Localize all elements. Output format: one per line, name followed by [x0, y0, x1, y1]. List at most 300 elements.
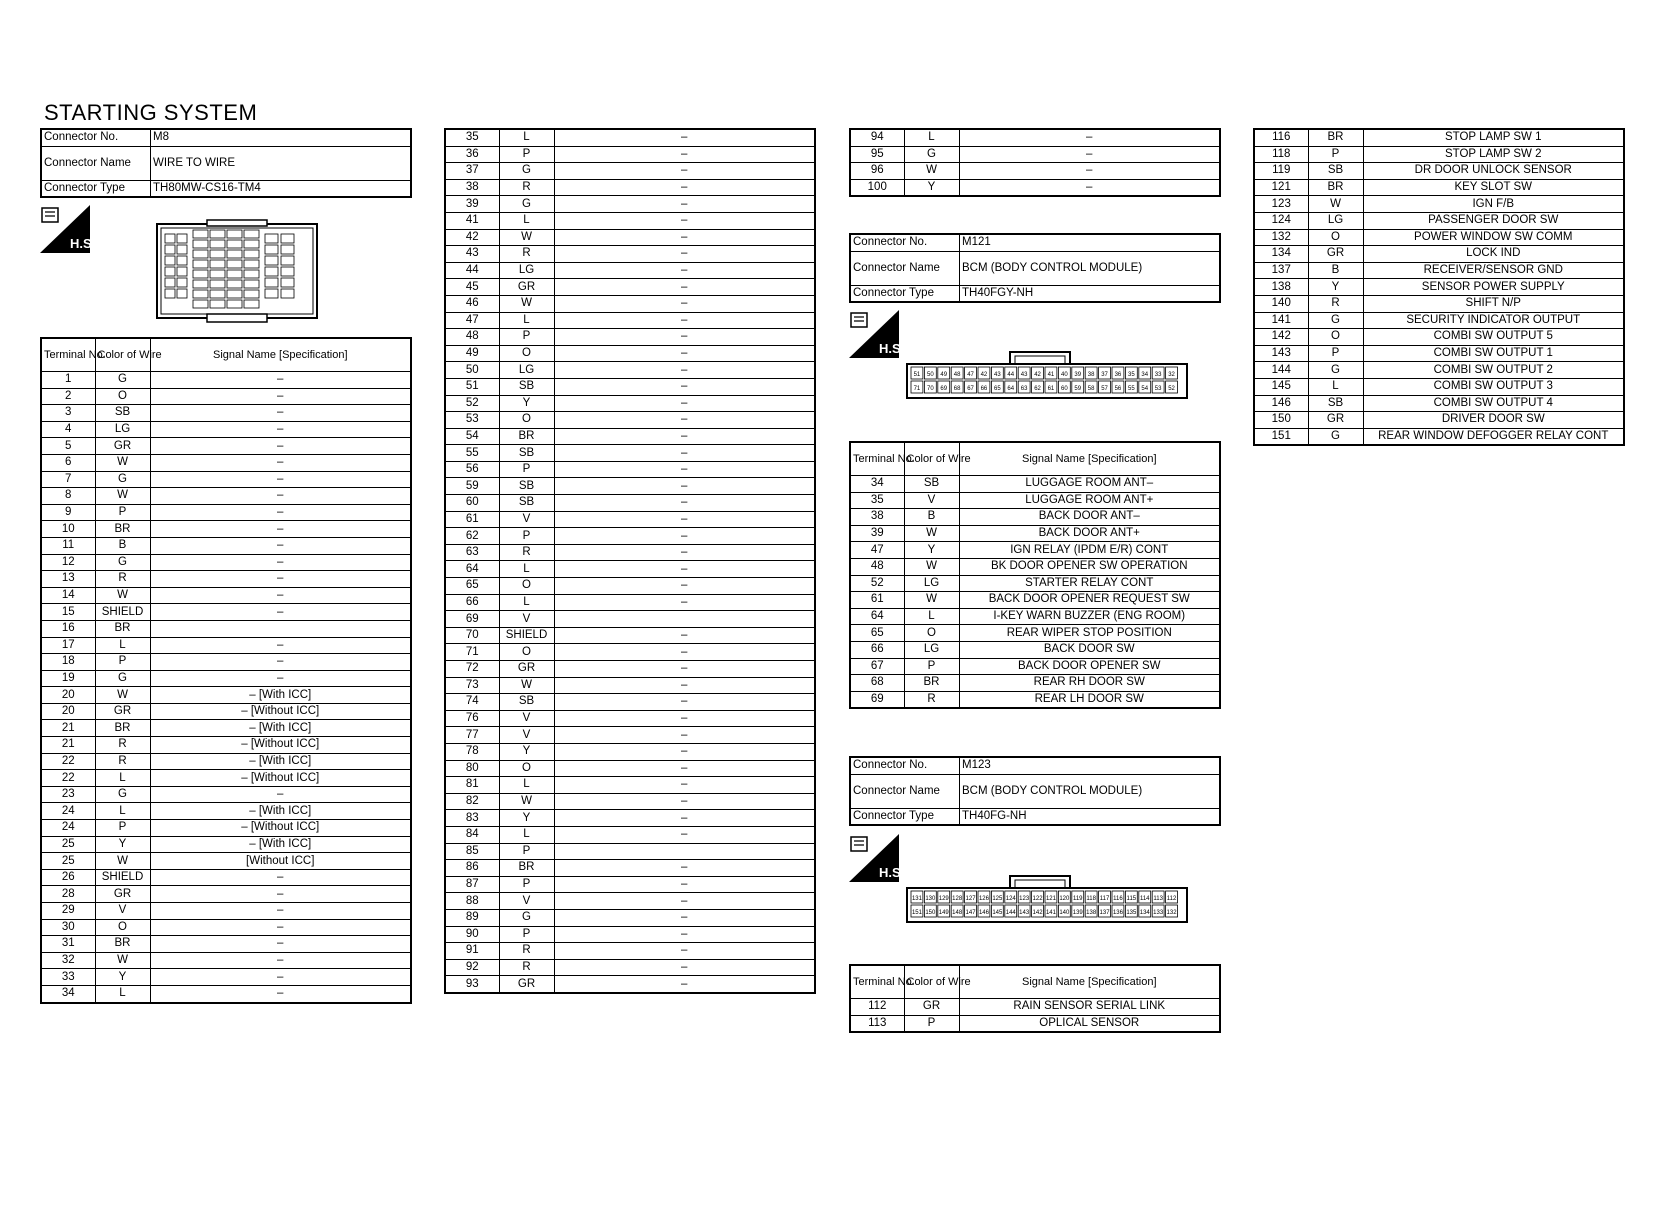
signal-cell: – [554, 212, 815, 229]
terminal-cell: 94 [850, 129, 904, 146]
color-cell: BR [95, 720, 150, 737]
signal-cell: – [With ICC] [150, 836, 411, 853]
color-cell: L [95, 985, 150, 1002]
m8-cont-section [444, 128, 816, 994]
signal-cell: REAR WIPER STOP POSITION [959, 625, 1220, 642]
table-row [1254, 312, 1624, 329]
color-cell: L [499, 777, 554, 794]
info-value: M121 [960, 234, 1221, 251]
table-row [41, 753, 411, 770]
color-cell: W [904, 163, 959, 180]
signal-cell: – [959, 146, 1220, 163]
table-row [445, 727, 815, 744]
page-title: STARTING SYSTEM [44, 100, 258, 125]
signal-cell: – [554, 312, 815, 329]
table-row [850, 476, 1220, 493]
color-cell: W [499, 677, 554, 694]
table-row [445, 694, 815, 711]
pin-label: 53 [1154, 386, 1162, 392]
signal-cell: – [554, 743, 815, 760]
pin-label: 42 [1034, 372, 1041, 378]
table-row [41, 654, 411, 671]
signal-cell: – [150, 886, 411, 903]
table-row [445, 661, 815, 678]
color-cell: O [1308, 329, 1363, 346]
table-row [445, 262, 815, 279]
signal-cell: [Without ICC] [150, 853, 411, 870]
terminal-cell: 22 [41, 753, 95, 770]
terminal-cell: 71 [445, 644, 499, 661]
table-row [445, 793, 815, 810]
signal-cell: – [150, 571, 411, 588]
table-row [850, 542, 1220, 559]
terminal-cell: 25 [41, 853, 95, 870]
pin-label: 41 [1047, 372, 1055, 378]
m123-terminal-table-wrap [849, 964, 1221, 1033]
signal-cell: – [554, 146, 815, 163]
terminal-cell: 84 [445, 826, 499, 843]
table-row [445, 362, 815, 379]
signal-cell: – [554, 179, 815, 196]
color-cell: GR [499, 661, 554, 678]
pin-label: 117 [1099, 896, 1110, 902]
terminal-cell: 121 [1254, 179, 1308, 196]
table-row [850, 625, 1220, 642]
info-key: Connector Name [850, 251, 960, 285]
pin-label: 149 [938, 910, 949, 916]
signal-cell: – [554, 495, 815, 512]
table-row [850, 691, 1220, 708]
table-row [445, 876, 815, 893]
terminal-cell: 34 [850, 476, 904, 493]
signal-cell: – [150, 421, 411, 438]
color-cell: Y [95, 969, 150, 986]
table-row [445, 777, 815, 794]
table-row [445, 129, 815, 146]
color-cell: LG [95, 421, 150, 438]
table-row [41, 969, 411, 986]
color-cell: BR [95, 521, 150, 538]
color-cell: Y [904, 542, 959, 559]
color-cell: G [1308, 362, 1363, 379]
color-cell: P [95, 654, 150, 671]
color-cell: L [499, 312, 554, 329]
signal-cell: – [150, 786, 411, 803]
pin-label: 127 [965, 896, 976, 902]
table-row [1254, 163, 1624, 180]
color-cell: P [499, 843, 554, 860]
terminal-cell: 83 [445, 810, 499, 827]
table-row [41, 488, 411, 505]
color-cell: L [499, 594, 554, 611]
pin-label: 40 [1061, 372, 1068, 378]
color-cell: O [95, 919, 150, 936]
m121-connector-diagram [905, 350, 1190, 400]
color-cell: P [1308, 345, 1363, 362]
color-cell: P [904, 658, 959, 675]
color-cell: W [499, 295, 554, 312]
color-cell: G [95, 554, 150, 571]
terminal-cell: 11 [41, 537, 95, 554]
terminal-cell: 123 [1254, 196, 1308, 213]
signal-cell: – [554, 544, 815, 561]
terminal-cell: 9 [41, 504, 95, 521]
color-cell: Y [499, 395, 554, 412]
signal-cell: BACK DOOR SW [959, 641, 1220, 658]
terminal-cell: 66 [850, 641, 904, 658]
terminal-cell: 61 [850, 592, 904, 609]
table-row [41, 903, 411, 920]
terminal-cell: 30 [41, 919, 95, 936]
signal-cell: – [554, 727, 815, 744]
info-key: Connector Type [41, 180, 151, 197]
table-row [41, 471, 411, 488]
pin-label: 58 [1087, 386, 1095, 392]
info-row [850, 251, 1220, 285]
terminal-cell: 43 [445, 246, 499, 263]
pin-label: 141 [1045, 910, 1056, 916]
info-value: WIRE TO WIRE [151, 146, 412, 180]
table-row [445, 627, 815, 644]
table-row [1254, 279, 1624, 296]
pin-label: 137 [1099, 910, 1110, 916]
pin-label: 51 [913, 372, 921, 378]
info-value: M123 [960, 757, 1221, 774]
table-row [445, 743, 815, 760]
table-row [41, 853, 411, 870]
pin-label: 124 [1005, 896, 1016, 902]
pin-label: 121 [1045, 896, 1056, 902]
table-row [445, 909, 815, 926]
signal-cell: BACK DOOR ANT– [959, 509, 1220, 526]
color-cell: V [904, 492, 959, 509]
pin-label: 63 [1020, 386, 1028, 392]
color-cell: BR [904, 675, 959, 692]
color-cell: G [499, 163, 554, 180]
pin-label: 148 [952, 910, 963, 916]
signal-cell: – [554, 395, 815, 412]
signal-cell: – [554, 129, 815, 146]
table-row [850, 575, 1220, 592]
table-row [445, 943, 815, 960]
info-value: BCM (BODY CONTROL MODULE) [960, 251, 1221, 285]
terminal-cell: 48 [445, 329, 499, 346]
terminal-cell: 46 [445, 295, 499, 312]
m121-terminal-table-wrap [849, 441, 1221, 709]
signal-cell: – [150, 637, 411, 654]
color-cell: V [499, 893, 554, 910]
terminal-cell: 73 [445, 677, 499, 694]
signal-cell: – [554, 893, 815, 910]
table-row [445, 478, 815, 495]
signal-cell: DR DOOR UNLOCK SENSOR [1363, 163, 1624, 180]
terminal-cell: 69 [445, 611, 499, 628]
color-cell: R [95, 753, 150, 770]
pin-label: 67 [967, 386, 974, 392]
terminal-cell: 50 [445, 362, 499, 379]
signal-cell: – [150, 952, 411, 969]
hs-icon [849, 310, 905, 358]
color-cell: O [499, 578, 554, 595]
signal-cell: – [554, 860, 815, 877]
color-cell: W [499, 229, 554, 246]
terminal-cell: 49 [445, 345, 499, 362]
signal-cell: – [554, 196, 815, 213]
color-cell: Y [1308, 279, 1363, 296]
table-row [1254, 412, 1624, 429]
terminal-cell: 53 [445, 412, 499, 429]
terminal-cell: 100 [850, 179, 904, 196]
table-row [850, 558, 1220, 575]
pin-label: 120 [1059, 896, 1070, 902]
hs-label: H.S. [879, 865, 905, 880]
signal-cell: BACK DOOR OPENER SW [959, 658, 1220, 675]
table-row [41, 554, 411, 571]
table-row [1254, 262, 1624, 279]
terminal-cell: 64 [850, 608, 904, 625]
m8-cont2-section [849, 128, 1221, 197]
signal-cell: – [554, 943, 815, 960]
signal-cell: – [150, 537, 411, 554]
terminal-cell: 87 [445, 876, 499, 893]
signal-cell: OPLICAL SENSOR [959, 1015, 1220, 1032]
color-cell: L [904, 608, 959, 625]
info-row [850, 808, 1220, 825]
signal-cell: POWER WINDOW SW COMM [1363, 229, 1624, 246]
signal-cell: – [554, 345, 815, 362]
info-row [850, 285, 1220, 302]
terminal-cell: 132 [1254, 229, 1308, 246]
table-row [445, 312, 815, 329]
signal-cell: IGN F/B [1363, 196, 1624, 213]
terminal-cell: 54 [445, 428, 499, 445]
pin-label: 39 [1074, 372, 1082, 378]
pin-label: 68 [953, 386, 961, 392]
terminal-cell: 4 [41, 421, 95, 438]
table-row [445, 528, 815, 545]
terminal-cell: 143 [1254, 345, 1308, 362]
signal-cell: – [554, 926, 815, 943]
signal-cell: – [554, 378, 815, 395]
terminal-cell: 65 [850, 625, 904, 642]
pin-label: 60 [1061, 386, 1068, 392]
terminal-cell: 17 [41, 637, 95, 654]
table-row [41, 786, 411, 803]
color-cell: O [499, 345, 554, 362]
color-cell: O [499, 412, 554, 429]
pin-label: 146 [978, 910, 989, 916]
terminal-cell: 52 [850, 575, 904, 592]
color-cell: BR [499, 860, 554, 877]
signal-cell: – [554, 246, 815, 263]
hs-label: H.S. [879, 341, 905, 356]
color-cell: SB [499, 378, 554, 395]
color-cell: LG [499, 362, 554, 379]
table-row [850, 179, 1220, 196]
color-cell: BR [499, 428, 554, 445]
terminal-cell: 35 [445, 129, 499, 146]
pin-label: 151 [911, 910, 922, 916]
color-cell: O [904, 625, 959, 642]
color-cell: R [95, 571, 150, 588]
table-row [850, 608, 1220, 625]
terminal-cell: 21 [41, 737, 95, 754]
signal-cell: – [150, 670, 411, 687]
terminal-cell: 60 [445, 495, 499, 512]
signal-cell: – [Without ICC] [150, 737, 411, 754]
signal-cell: – [150, 504, 411, 521]
m8-terminal-table [40, 337, 412, 1004]
terminal-cell: 51 [445, 378, 499, 395]
table-row [1254, 362, 1624, 379]
table-row [850, 509, 1220, 526]
table-row [41, 438, 411, 455]
table-row [445, 843, 815, 860]
table-row [850, 592, 1220, 609]
table-row [445, 461, 815, 478]
color-cell: B [95, 537, 150, 554]
color-cell: SB [904, 476, 959, 493]
pin-label: 128 [952, 896, 963, 902]
pin-label: 113 [1153, 896, 1163, 902]
info-row [41, 129, 411, 146]
terminal-cell: 12 [41, 554, 95, 571]
terminal-cell: 41 [445, 212, 499, 229]
signal-cell: RAIN SENSOR SERIAL LINK [959, 999, 1220, 1016]
terminal-cell: 80 [445, 760, 499, 777]
terminal-cell: 18 [41, 654, 95, 671]
color-cell: L [95, 803, 150, 820]
color-cell: SB [1308, 163, 1363, 180]
color-cell: P [95, 504, 150, 521]
header-terminal: Terminal No. [41, 338, 95, 372]
color-cell: W [95, 687, 150, 704]
table-row [1254, 179, 1624, 196]
pin-label: 43 [994, 372, 1001, 378]
table-row [41, 869, 411, 886]
color-cell: GR [499, 976, 554, 993]
pin-label: 59 [1074, 386, 1082, 392]
signal-cell: – [554, 262, 815, 279]
pin-label: 133 [1153, 910, 1164, 916]
info-key: Connector No. [850, 234, 960, 251]
color-cell: V [95, 903, 150, 920]
color-cell: G [95, 471, 150, 488]
terminal-cell: 47 [850, 542, 904, 559]
pin-label: 52 [1168, 386, 1175, 392]
table-row [41, 587, 411, 604]
terminal-cell: 144 [1254, 362, 1308, 379]
table-row [445, 893, 815, 910]
terminal-cell: 34 [41, 985, 95, 1002]
color-cell: GR [1308, 246, 1363, 263]
signal-cell: – [554, 478, 815, 495]
pin-label: 65 [994, 386, 1001, 392]
terminal-cell: 64 [445, 561, 499, 578]
color-cell: R [499, 943, 554, 960]
table-row [445, 445, 815, 462]
signal-cell: PASSENGER DOOR SW [1363, 212, 1624, 229]
color-cell: W [499, 793, 554, 810]
signal-cell: – [150, 554, 411, 571]
signal-cell: – [554, 909, 815, 926]
terminal-cell: 24 [41, 820, 95, 837]
table-row [445, 196, 815, 213]
table-row [445, 395, 815, 412]
table-row [445, 511, 815, 528]
table-row [41, 405, 411, 422]
terminal-cell: 36 [445, 146, 499, 163]
info-row [41, 180, 411, 197]
pin-label: 118 [1086, 896, 1096, 902]
table-row [41, 703, 411, 720]
pin-label: 37 [1101, 372, 1108, 378]
terminal-cell: 3 [41, 405, 95, 422]
color-cell: GR [499, 279, 554, 296]
signal-cell: – [150, 471, 411, 488]
terminal-cell: 68 [850, 675, 904, 692]
table-row [445, 246, 815, 263]
color-cell: P [499, 461, 554, 478]
pin-label: 129 [938, 896, 949, 902]
hs-label: H.S. [70, 236, 96, 251]
table-header [850, 442, 1220, 476]
color-cell: L [499, 212, 554, 229]
table-row [445, 959, 815, 976]
table-row [1254, 378, 1624, 395]
terminal-cell: 19 [41, 670, 95, 687]
signal-cell [150, 620, 411, 637]
color-cell: G [499, 909, 554, 926]
color-cell: BR [1308, 179, 1363, 196]
signal-cell [554, 843, 815, 860]
signal-cell: LUGGAGE ROOM ANT– [959, 476, 1220, 493]
header-terminal: Terminal No. [850, 965, 904, 999]
color-cell: GR [95, 886, 150, 903]
m123-cont-section [1253, 128, 1625, 446]
info-row [41, 146, 411, 180]
pin-label: 61 [1047, 386, 1055, 392]
terminal-cell: 89 [445, 909, 499, 926]
pin-label: 112 [1166, 896, 1177, 902]
color-cell: GR [95, 438, 150, 455]
terminal-cell: 42 [445, 229, 499, 246]
signal-cell: – [150, 388, 411, 405]
m8-terminal-table-wrap [40, 337, 412, 1004]
color-cell: Y [95, 836, 150, 853]
color-cell: P [1308, 146, 1363, 163]
color-cell: P [904, 1015, 959, 1032]
terminal-cell: 91 [445, 943, 499, 960]
color-cell: LG [1308, 212, 1363, 229]
header-signal: Signal Name [Specification] [959, 442, 1220, 476]
terminal-cell: 59 [445, 478, 499, 495]
terminal-cell: 20 [41, 687, 95, 704]
table-row [41, 421, 411, 438]
signal-cell: BACK DOOR ANT+ [959, 525, 1220, 542]
terminal-cell: 8 [41, 488, 95, 505]
pin-label: 69 [940, 386, 948, 392]
pin-label: 123 [1019, 896, 1030, 902]
signal-cell: – [150, 438, 411, 455]
pin-label: 139 [1072, 910, 1083, 916]
terminal-cell: 151 [1254, 428, 1308, 445]
terminal-cell: 6 [41, 454, 95, 471]
color-cell: V [499, 710, 554, 727]
info-key: Connector No. [41, 129, 151, 146]
table-row [850, 525, 1220, 542]
terminal-cell: 118 [1254, 146, 1308, 163]
